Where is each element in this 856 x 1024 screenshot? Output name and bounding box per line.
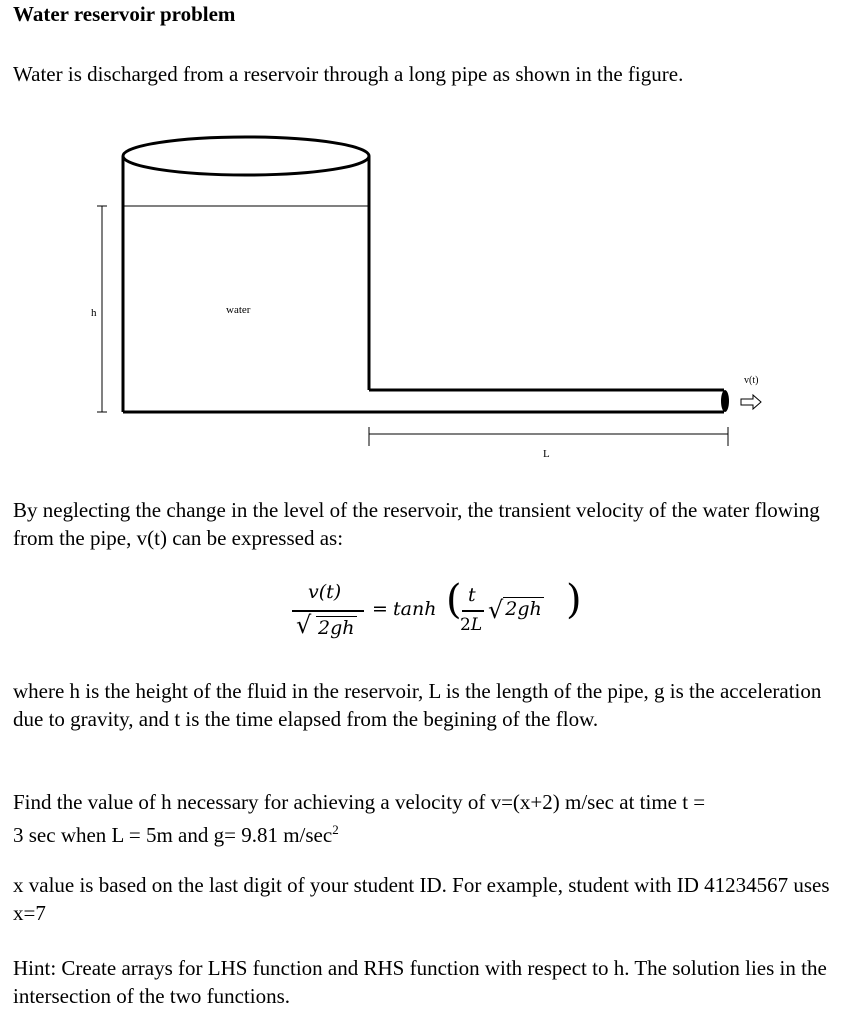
- x-note-paragraph: x value is based on the last digit of your student ID. For example, student with ID 41234567 uses x=7: [13, 873, 830, 925]
- tanh-function: tanh: [393, 598, 437, 620]
- task-superscript: 2: [332, 822, 339, 837]
- equation-lhs-numerator: v(t): [308, 581, 342, 603]
- task-line-2: 3 sec when L = 5m and g= 9.81 m/sec: [13, 823, 333, 847]
- velocity-equation: [290, 578, 590, 650]
- task-paragraph: [13, 788, 843, 849]
- inner-denominator: 2L: [460, 615, 483, 635]
- inner-fraction-bar: [462, 610, 484, 612]
- description-paragraph: By neglecting the change in the level of the reservoir, the transient velocity of the water flowing from the pipe, v(t) can be expressed as:: [13, 498, 820, 550]
- page-title: Water reservoir problem: [13, 2, 236, 26]
- open-paren: (: [446, 577, 462, 623]
- label-velocity: v(t): [744, 375, 759, 386]
- label-L: L: [543, 448, 550, 460]
- equation-lhs-denominator: √ 2gh: [296, 611, 355, 639]
- sqrt-icon: √: [296, 611, 312, 639]
- reservoir-top-ellipse: [123, 137, 369, 175]
- inner-root: √ 2gh: [488, 596, 542, 624]
- inner-numerator: t: [468, 584, 476, 606]
- definitions-paragraph: where h is the height of the fluid in the reservoir, L is the length of the pipe, g is the acceleration due to gravity, and t is the time elapsed from the begining of the flow.: [13, 679, 822, 731]
- intro-paragraph: Water is discharged from a reservoir through a long pipe as shown in the figure.: [13, 62, 684, 86]
- equals-sign: =: [372, 598, 388, 620]
- hint-paragraph: Hint: Create arrays for LHS function and RHS function with respect to h. The solution lies in the intersection of the two functions.: [13, 956, 827, 1008]
- flow-arrow-icon: [741, 395, 761, 409]
- pipe-outlet: [721, 390, 729, 412]
- label-water: water: [226, 304, 251, 316]
- task-line-1: Find the value of h necessary for achieving a velocity of v=(x+2) m/sec at time t =: [13, 790, 706, 814]
- sqrt-icon: √: [488, 596, 504, 624]
- reservoir-figure: [0, 130, 856, 470]
- close-paren: ): [566, 577, 582, 623]
- label-h: h: [91, 307, 97, 319]
